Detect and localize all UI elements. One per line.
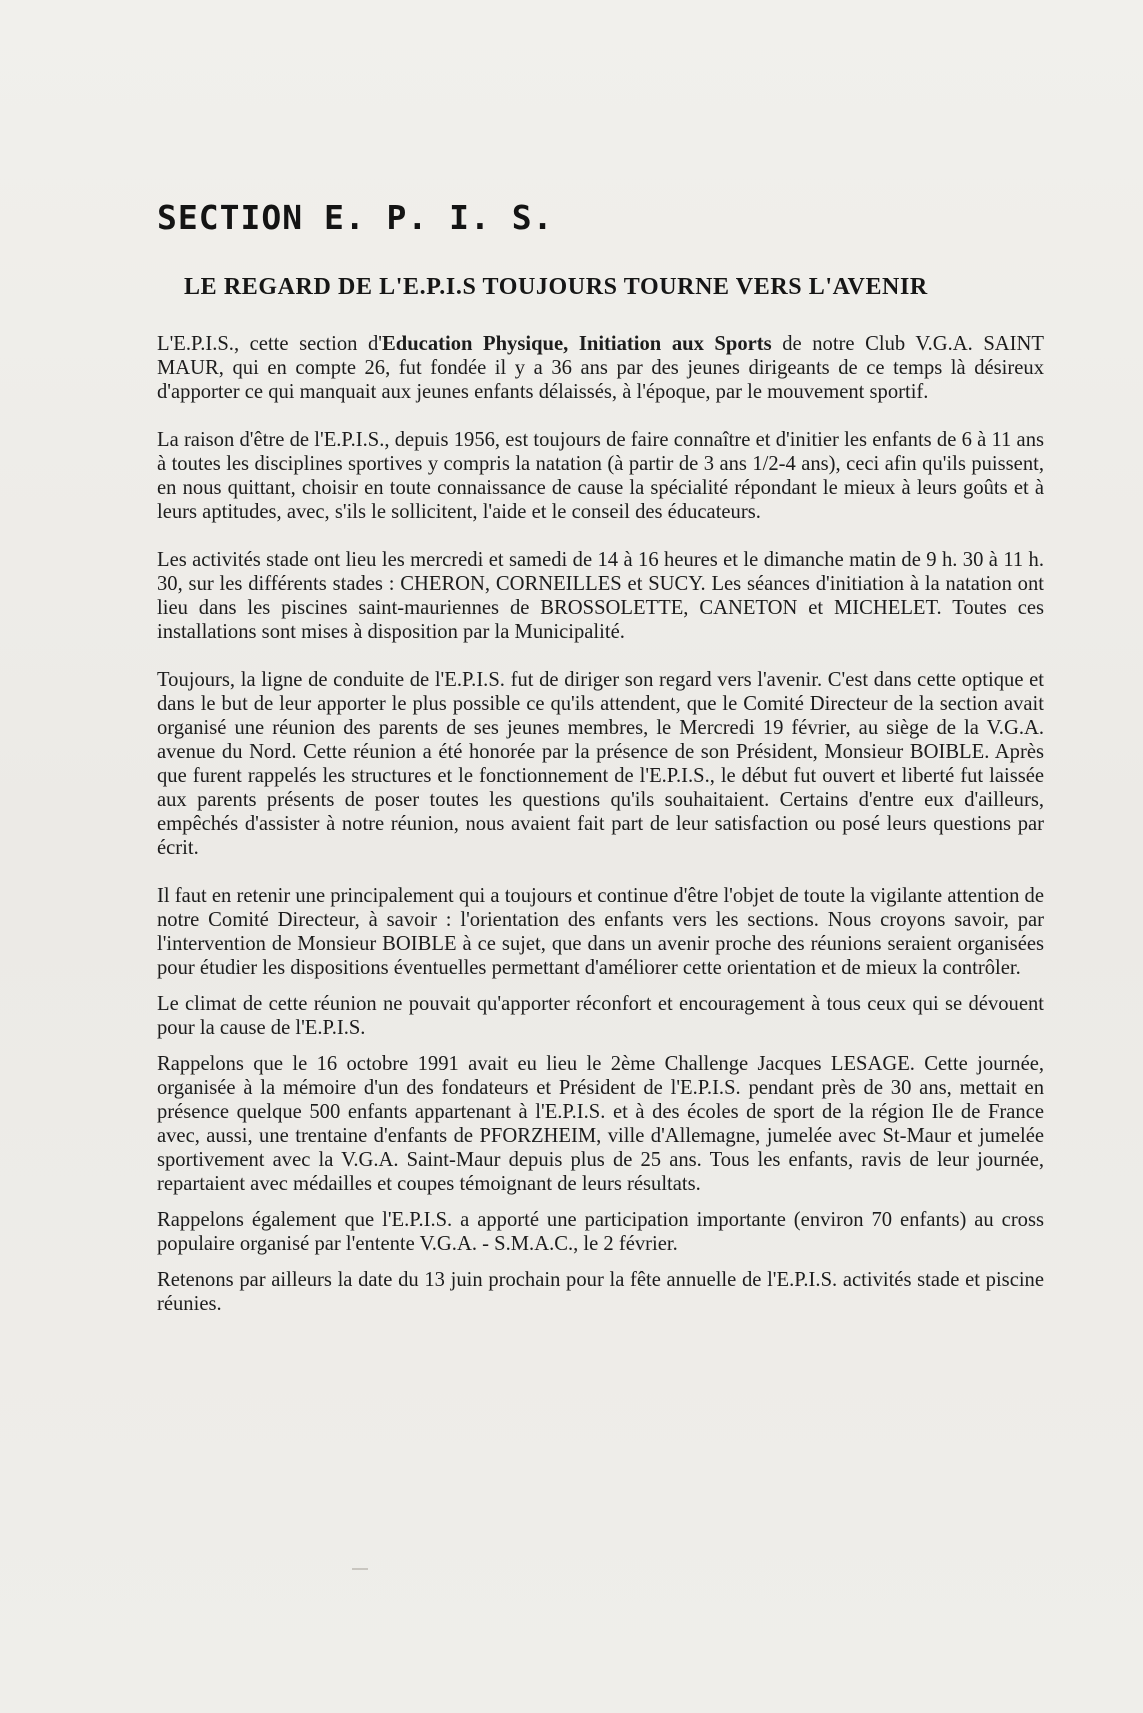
section-title: SECTION E. P. I. S. <box>157 198 554 237</box>
paragraph-challenge: Rappelons que le 16 octobre 1991 avait eu lieu le 2ème Challenge Jacques LESAGE. Cette journée, organisée à la mémoire d'un des fondateurs et Président de l'E.P.I.S. pendant près de 30 ans, mettait en présence quelque 500 enfants appartenant à l'E.P.I.S. et à des écoles de sport de la région Ile de France avec, aussi, une trentaine d'enfants de PFORZHEIM, ville d'Allemagne, jumelée avec St-Maur et jumelée sportivement avec la V.G.A. Saint-Maur depuis plus de 25 ans. Tous les enfants, ravis de leur journée, repartaient avec médailles et coupes témoignant de leurs résultats. <box>157 1053 1044 1195</box>
intro-paragraph <box>157 332 1044 404</box>
paragraph-cross: Rappelons également que l'E.P.I.S. a apporté une participation importante (environ 70 enfants) au cross populaire organisé par l'entente V.G.A. - S.M.A.C., le 2 février. <box>157 1209 1044 1255</box>
intro-text-start: L'E.P.I.S., cette section d' <box>157 333 383 355</box>
paragraph-activites: Les activités stade ont lieu les mercredi et samedi de 14 à 16 heures et le dimanche matin de 9 h. 30 à 11 h. 30, sur les différents stades : CHERON, CORNEILLES et SUCY. Les séances d'initiation à la natation ont lieu dans les piscines saint-mauriennes de BROSSOLETTE, CANETON et MICHELET. Toutes ces installations sont mises à disposition par la Municipalité. <box>157 549 1044 643</box>
paragraph-climat: Le climat de cette réunion ne pouvait qu'apporter réconfort et encouragement à tous ceux qui se dévouent pour la cause de l'E.P.I.S. <box>157 993 1044 1039</box>
paragraph-orientation: Il faut en retenir une principalement qui a toujours et continue d'être l'objet de toute la vigilante attention de notre Comité Directeur, à savoir : l'orientation des enfants vers les sections. Nous croyons savoir, par l'intervention de Monsieur BOIBLE à ce sujet, que dans un avenir proche des réunions seraient organisées pour étudier les dispositions éventuelles permettant d'améliorer cette orientation et de mieux la contrôler. <box>157 885 1044 979</box>
print-mark <box>352 1568 368 1570</box>
intro-bold-text: Education Physique, Initiation aux Sports <box>382 333 772 355</box>
paragraph-fete: Retenons par ailleurs la date du 13 juin prochain pour la fête annuelle de l'E.P.I.S. activités stade et piscine réunies. <box>157 1269 1044 1315</box>
article-body <box>157 332 1044 1316</box>
paragraph-raison-detre: La raison d'être de l'E.P.I.S., depuis 1956, est toujours de faire connaître et d'initier les enfants de 6 à 11 ans à toutes les disciplines sportives y compris la natation (à partir de 3 ans 1/2-4 ans), ceci afin qu'ils puissent, en nous quittant, choisir en toute connaissance de cause la spécialité répondant le mieux à leurs goûts et à leurs aptitudes, avec, s'ils le sollicitent, l'aide et le conseil des éducateurs. <box>157 429 1044 523</box>
article-headline: LE REGARD DE L'E.P.I.S TOUJOURS TOURNE VERS L'AVENIR <box>184 274 928 300</box>
paragraph-reunion: Toujours, la ligne de conduite de l'E.P.I.S. fut de diriger son regard vers l'avenir. C'est dans cette optique et dans le but de leur apporter le plus possible ce qu'ils attendent, que le Comité Directeur de la section avait organisé une réunion des parents de ses jeunes membres, le Mercredi 19 février, au siège de la V.G.A. avenue du Nord. Cette réunion a été honorée par la présence de son Président, Monsieur BOIBLE. Après que furent rappelés les structures et le fonctionnement de l'E.P.I.S., le début fut ouvert et liberté fut laissée aux parents présents de poser toutes les questions qu'ils souhaitaient. Certains d'entre eux d'ailleurs, empêchés d'assister à notre réunion, nous avaient fait part de leur satisfaction ou posé leurs questions par écrit. <box>157 669 1044 859</box>
intro-text-end: de notre Club V.G.A. SAINT MAUR, qui en compte 26, fut fondée il y a 36 ans par des jeunes dirigeants de ce temps là désireux d'apporter ce qui manquait aux jeunes enfants délaissés, à l'époque, par le mouvement sportif. <box>157 333 1044 403</box>
